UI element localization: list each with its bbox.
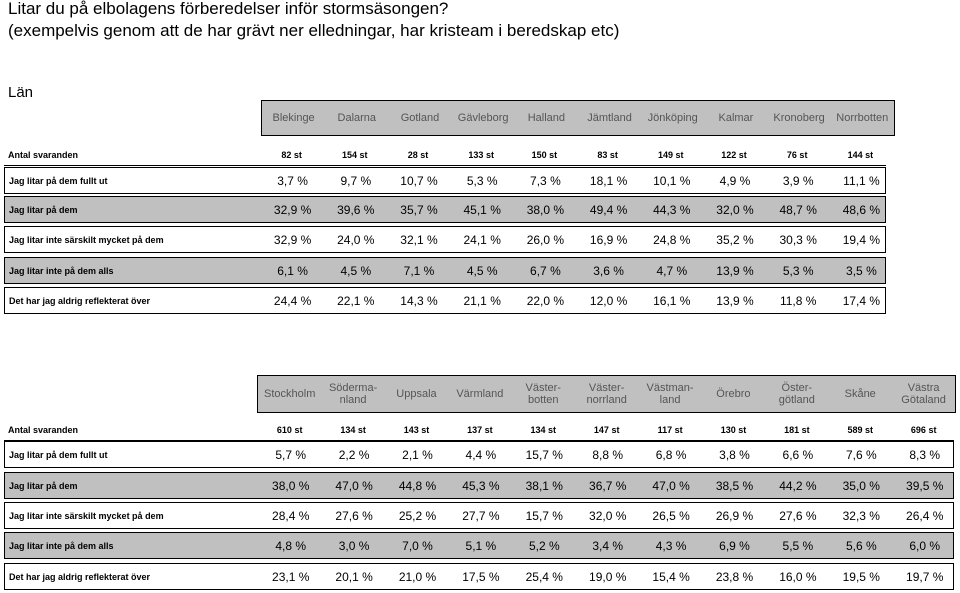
lan-table-column-header: Gotland bbox=[400, 112, 440, 124]
value-cell: 122 st bbox=[721, 149, 747, 160]
lan-table-2-row-det-har-jag-aldrig-reflekterat-över bbox=[4, 563, 954, 590]
value-cell: 134 st bbox=[530, 424, 557, 435]
value-cell: 8,8 % bbox=[592, 447, 624, 462]
value-cell: 21,0 % bbox=[398, 569, 437, 584]
lan-table-column-header: Jämtland bbox=[587, 112, 632, 124]
value-cell: 5,7 % bbox=[275, 447, 307, 462]
lan-table-row-jag-litar-på-dem bbox=[4, 196, 886, 223]
value-cell: 6,9 % bbox=[719, 538, 750, 553]
lan-table-2-row-antal-svaranden bbox=[4, 419, 954, 440]
lan-table-2-column-header: Västman- land bbox=[646, 382, 694, 406]
value-cell: 82 st bbox=[281, 149, 302, 160]
lan-table-row-antal-svaranden bbox=[4, 144, 886, 165]
value-cell: 6,0 % bbox=[909, 538, 941, 553]
value-cell: 22,1 % bbox=[337, 293, 375, 308]
value-cell: 19,5 % bbox=[842, 569, 880, 584]
lan-table-2-column-header: Väster- norrland bbox=[586, 382, 627, 406]
value-cell: 4,3 % bbox=[655, 538, 687, 553]
lan-table-2-column-header: Uppsala bbox=[396, 388, 437, 400]
value-cell: 47,0 % bbox=[335, 478, 373, 493]
row-label: Jag litar inte på dem alls bbox=[9, 540, 114, 551]
value-cell: 3,4 % bbox=[592, 538, 624, 553]
value-cell: 5,2 % bbox=[528, 538, 560, 553]
value-cell: 19,0 % bbox=[589, 569, 627, 584]
value-cell: 35,2 % bbox=[716, 232, 754, 247]
value-cell: 3,5 % bbox=[846, 263, 877, 278]
lan-table-column-header: Gävleborg bbox=[457, 112, 509, 124]
value-cell: 133 st bbox=[468, 149, 494, 160]
value-cell: 15,7 % bbox=[525, 508, 563, 523]
value-cell: 2,1 % bbox=[402, 447, 433, 462]
lan-table-row-jag-litar-inte-särskilt-mycket-på-dem bbox=[4, 226, 886, 253]
lan-table-column-header: Norrbotten bbox=[836, 112, 889, 124]
lan-table-column-header: Blekinge bbox=[272, 112, 315, 124]
value-cell: 3,6 % bbox=[593, 263, 624, 278]
value-cell: 24,4 % bbox=[273, 293, 312, 308]
value-cell: 9,7 % bbox=[340, 173, 372, 188]
value-cell: 11,8 % bbox=[779, 293, 817, 308]
value-cell: 6,8 % bbox=[655, 447, 687, 462]
lan-table-2-column-header: Väster- botten bbox=[525, 382, 561, 406]
value-cell: 32,9 % bbox=[273, 202, 312, 217]
value-cell: 30,3 % bbox=[779, 232, 817, 247]
value-cell: 7,0 % bbox=[402, 538, 433, 553]
value-cell: 38,5 % bbox=[715, 478, 754, 493]
value-cell: 17,4 % bbox=[842, 293, 881, 308]
value-cell: 4,4 % bbox=[465, 447, 497, 462]
lan-table-divider bbox=[4, 165, 886, 166]
lan-table-2-column-header: Öster- götland bbox=[778, 382, 815, 406]
lan-table-column-header: Kronoberg bbox=[773, 112, 825, 124]
row-label: Jag litar på dem fullt ut bbox=[9, 449, 108, 460]
value-cell: 610 st bbox=[276, 424, 303, 435]
value-cell: 24,8 % bbox=[653, 232, 691, 247]
value-cell: 17,5 % bbox=[462, 569, 500, 584]
row-label: Jag litar på dem bbox=[9, 204, 78, 215]
lan-table-column-header: Kalmar bbox=[718, 112, 754, 124]
value-cell: 47,0 % bbox=[652, 478, 690, 493]
value-cell: 3,8 % bbox=[719, 447, 750, 462]
value-cell: 6,7 % bbox=[530, 263, 561, 278]
lan-table-column-header: Jönköping bbox=[647, 112, 698, 124]
value-cell: 26,4 % bbox=[906, 508, 944, 523]
value-cell: 3,7 % bbox=[277, 173, 308, 188]
value-cell: 32,0 % bbox=[716, 202, 754, 217]
value-cell: 16,9 % bbox=[589, 232, 628, 247]
value-cell: 45,3 % bbox=[462, 478, 500, 493]
value-cell: 35,7 % bbox=[400, 202, 438, 217]
value-cell: 45,1 % bbox=[463, 202, 501, 217]
value-cell: 11,1 % bbox=[843, 173, 880, 188]
value-cell: 38,0 % bbox=[272, 478, 310, 493]
row-label: Antal svaranden bbox=[8, 149, 79, 160]
value-cell: 4,8 % bbox=[275, 538, 307, 553]
lan-table-2-row-jag-litar-inte-på-dem-alls bbox=[4, 532, 954, 559]
value-cell: 27,7 % bbox=[462, 508, 500, 523]
value-cell: 19,4 % bbox=[842, 232, 881, 247]
lan-table-2-column-header: Örebro bbox=[716, 388, 751, 400]
value-cell: 18,1 % bbox=[589, 173, 628, 188]
value-cell: 143 st bbox=[403, 424, 430, 435]
row-label: Jag litar inte särskilt mycket på dem bbox=[9, 510, 164, 521]
value-cell: 35,0 % bbox=[842, 478, 880, 493]
value-cell: 10,7 % bbox=[400, 173, 438, 188]
value-cell: 154 st bbox=[342, 149, 368, 160]
value-cell: 22,0 % bbox=[526, 293, 565, 308]
row-label: Jag litar på dem bbox=[9, 480, 78, 491]
value-cell: 14,3 % bbox=[400, 293, 438, 308]
value-cell: 32,9 % bbox=[273, 232, 312, 247]
value-cell: 5,5 % bbox=[782, 538, 814, 553]
value-cell: 25,4 % bbox=[525, 569, 563, 584]
title-line-2: (exempelvis genom att de har grävt ner elledningar, har kristeam i beredskap etc) bbox=[8, 21, 620, 40]
value-cell: 13,9 % bbox=[716, 263, 754, 278]
value-cell: 76 st bbox=[786, 149, 808, 160]
value-cell: 32,1 % bbox=[400, 232, 438, 247]
value-cell: 150 st bbox=[531, 149, 558, 160]
value-cell: 149 st bbox=[658, 149, 684, 160]
value-cell: 49,4 % bbox=[589, 202, 628, 217]
value-cell: 137 st bbox=[467, 424, 493, 435]
value-cell: 7,6 % bbox=[845, 447, 877, 462]
value-cell: 44,2 % bbox=[779, 478, 817, 493]
value-cell: 44,8 % bbox=[398, 478, 437, 493]
value-cell: 5,3 % bbox=[466, 173, 498, 188]
lan-table-column-header: Halland bbox=[527, 112, 565, 124]
lan-table-2-column-header: Söderma- nland bbox=[328, 382, 378, 406]
lan-table-header-row bbox=[261, 100, 895, 136]
value-cell: 117 st bbox=[657, 424, 683, 435]
value-cell: 21,1 % bbox=[463, 293, 501, 308]
value-cell: 16,0 % bbox=[779, 569, 817, 584]
lan-table-2-column-header: Skåne bbox=[844, 388, 876, 400]
lan-table-2-row-jag-litar-på-dem bbox=[4, 472, 954, 499]
value-cell: 4,5 % bbox=[340, 263, 372, 278]
lan-table-row-jag-litar-på-dem-fullt-ut bbox=[4, 167, 886, 194]
value-cell: 134 st bbox=[340, 424, 366, 435]
lan-table-2-header-row bbox=[257, 375, 956, 413]
value-cell: 4,7 % bbox=[656, 263, 688, 278]
value-cell: 36,7 % bbox=[589, 478, 627, 493]
value-cell: 23,1 % bbox=[272, 569, 310, 584]
lan-table-row-det-har-jag-aldrig-reflekterat-över bbox=[4, 287, 886, 314]
value-cell: 38,1 % bbox=[525, 478, 563, 493]
value-cell: 3,0 % bbox=[338, 538, 370, 553]
value-cell: 589 st bbox=[847, 424, 874, 435]
lan-table-2-row-jag-litar-inte-särskilt-mycket-på-dem bbox=[4, 502, 954, 529]
lan-table-2-column-header: Värmland bbox=[456, 388, 504, 400]
value-cell: 6,6 % bbox=[782, 447, 814, 462]
value-cell: 12,0 % bbox=[589, 293, 628, 308]
value-cell: 39,5 % bbox=[906, 478, 944, 493]
value-cell: 32,3 % bbox=[842, 508, 880, 523]
row-label: Jag litar på dem fullt ut bbox=[9, 175, 108, 186]
value-cell: 5,1 % bbox=[465, 538, 497, 553]
value-cell: 147 st bbox=[593, 424, 620, 435]
value-cell: 181 st bbox=[784, 424, 810, 435]
value-cell: 8,3 % bbox=[909, 447, 941, 462]
page-title bbox=[8, 0, 619, 42]
row-label: Antal svaranden bbox=[8, 424, 79, 435]
value-cell: 44,3 % bbox=[653, 202, 691, 217]
value-cell: 3,9 % bbox=[782, 173, 814, 188]
value-cell: 15,4 % bbox=[652, 569, 690, 584]
value-cell: 5,6 % bbox=[845, 538, 877, 553]
value-cell: 25,2 % bbox=[398, 508, 437, 523]
lan-table-row-jag-litar-inte-på-dem-alls bbox=[4, 257, 886, 284]
lan-table-2-column-header: Västra Götaland bbox=[901, 382, 946, 406]
value-cell: 83 st bbox=[597, 149, 618, 160]
value-cell: 6,1 % bbox=[277, 263, 308, 278]
value-cell: 696 st bbox=[910, 424, 937, 435]
value-cell: 5,3 % bbox=[782, 263, 814, 278]
lan-table-2-column-header: Stockholm bbox=[264, 388, 316, 400]
value-cell: 144 st bbox=[847, 149, 874, 160]
value-cell: 23,8 % bbox=[715, 569, 754, 584]
value-cell: 24,1 % bbox=[463, 232, 501, 247]
value-cell: 2,2 % bbox=[338, 447, 370, 462]
value-cell: 48,7 % bbox=[779, 202, 817, 217]
row-label: Jag litar inte särskilt mycket på dem bbox=[9, 234, 164, 245]
value-cell: 7,3 % bbox=[530, 173, 561, 188]
value-cell: 4,5 % bbox=[466, 263, 498, 278]
value-cell: 28 st bbox=[407, 149, 429, 160]
value-cell: 26,0 % bbox=[526, 232, 565, 247]
value-cell: 130 st bbox=[720, 424, 747, 435]
value-cell: 10,1 % bbox=[653, 173, 691, 188]
lan-table-2-row-jag-litar-på-dem-fullt-ut bbox=[4, 441, 954, 468]
value-cell: 15,7 % bbox=[525, 447, 563, 462]
value-cell: 48,6 % bbox=[842, 202, 881, 217]
value-cell: 7,1 % bbox=[403, 263, 435, 278]
value-cell: 28,4 % bbox=[272, 508, 310, 523]
region-label: Län bbox=[8, 84, 34, 101]
value-cell: 13,9 % bbox=[716, 293, 754, 308]
value-cell: 20,1 % bbox=[335, 569, 373, 584]
value-cell: 27,6 % bbox=[335, 508, 373, 523]
value-cell: 32,0 % bbox=[589, 508, 627, 523]
row-label: Det har jag aldrig reflekterat över bbox=[9, 571, 151, 582]
value-cell: 27,6 % bbox=[779, 508, 817, 523]
value-cell: 39,6 % bbox=[337, 202, 375, 217]
value-cell: 24,0 % bbox=[337, 232, 375, 247]
value-cell: 4,9 % bbox=[719, 173, 751, 188]
value-cell: 38,0 % bbox=[526, 202, 565, 217]
row-label: Jag litar inte på dem alls bbox=[9, 265, 114, 276]
row-label: Det har jag aldrig reflekterat över bbox=[9, 295, 151, 306]
value-cell: 16,1 % bbox=[653, 293, 691, 308]
value-cell: 26,9 % bbox=[715, 508, 754, 523]
value-cell: 19,7 % bbox=[906, 569, 944, 584]
lan-table-column-header: Dalarna bbox=[337, 112, 377, 124]
title-line-1: Litar du på elbolagens förberedelser inför stormsäsongen? bbox=[8, 0, 449, 18]
value-cell: 26,5 % bbox=[652, 508, 690, 523]
